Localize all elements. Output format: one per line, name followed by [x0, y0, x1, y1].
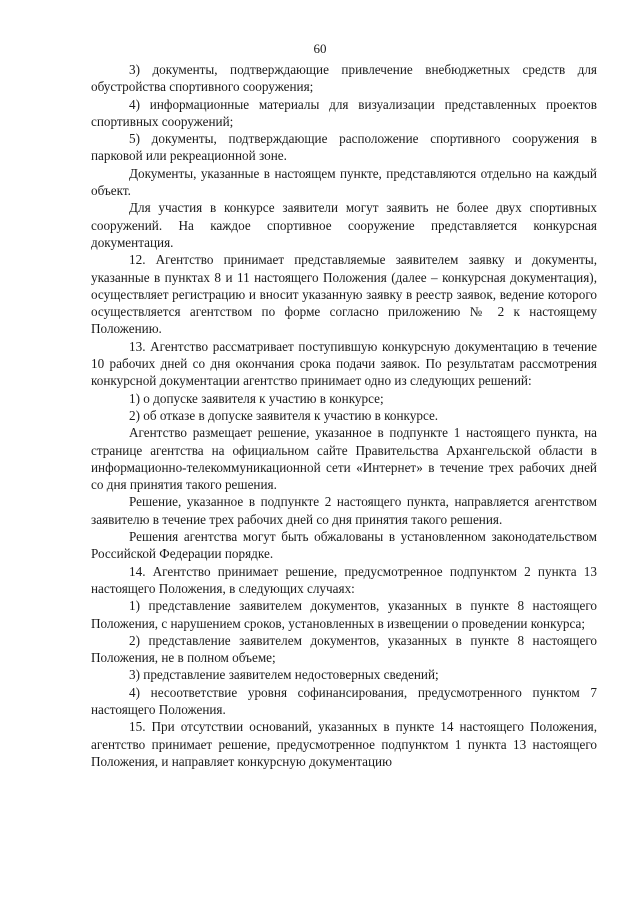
paragraph-item-5: 5) документы, подтверждающие расположение спортивного сооружения в парковой или рекреационной зоне.: [91, 131, 597, 164]
paragraph-participation-limit: Для участия в конкурсе заявители могут заявить не более двух спортивных сооружений. На каждое спортивное сооружение представляется конкурсная документация.: [91, 200, 597, 250]
paragraph-decision-refuse: 2) об отказе в допуске заявителя к участию в конкурсе.: [129, 407, 439, 423]
paragraph-clause-14: 14. Агентство принимает решение, предусмотренное подпунктом 2 пункта 13 настоящего Положения, в следующих случаях:: [91, 563, 597, 596]
document-body: [91, 61, 597, 770]
paragraph-clause-12: 12. Агентство принимает представляемые заявителем заявку и документы, указанные в пунктах 8 и 11 настоящего Положения (далее – конкурсная документация), осуществляет регистрацию и вносит указанную заявку в реестр заявок, ведение которого осуществляется агентством по форме согласно приложению № 2 к настоящему Положению.: [91, 252, 597, 337]
paragraph-decision-admit: 1) о допуске заявителя к участию в конкурсе;: [129, 390, 384, 406]
paragraph-clause-13: 13. Агентство рассматривает поступившую конкурсную документацию в течение 10 рабочих дней со дня окончания срока подачи заявок. По результатам рассмотрения конкурсной документации агентство принимает одно из следующих решений:: [91, 338, 597, 389]
paragraph-item-3: 3) документы, подтверждающие привлечение внебюджетных средств для обустройства спортивного сооружения;: [91, 62, 597, 95]
paragraph-publication: Агентство размещает решение, указанное в подпункте 1 настоящего пункта, на странице агентства на официальном сайте Правительства Архангельской области в информационно-телекоммуникационной сети «Интернет» в течение трех рабочих дней со дня принятия такого решения.: [91, 425, 597, 493]
paragraph-appeal: Решения агентства могут быть обжалованы в установленном законодательством Российской Федерации порядке.: [91, 529, 597, 562]
paragraph-refusal-reason-4: 4) несоответствие уровня софинансирования, предусмотренного пунктом 7 настоящего Положения.: [91, 684, 597, 717]
paragraph-refusal-reason-1: 1) представление заявителем документов, указанных в пункте 8 настоящего Положения, с нарушением сроков, установленных в извещении о проведении конкурса;: [91, 598, 597, 631]
paragraph-refusal-notice: Решение, указанное в подпункте 2 настоящего пункта, направляется агентством заявителю в течение трех рабочих дней со дня принятия такого решения.: [91, 494, 597, 527]
paragraph-clause-15: 15. При отсутствии оснований, указанных в пункте 14 настоящего Положения, агентство принимает решение, предусмотренное подпунктом 1 пункта 13 настоящего Положения, и направляет конкурсную документацию: [91, 719, 597, 769]
paragraph-documents-per-object: Документы, указанные в настоящем пункте, представляются отдельно на каждый объект.: [91, 165, 597, 199]
paragraph-refusal-reason-2: 2) представление заявителем документов, указанных в пункте 8 настоящего Положения, не в полном объеме;: [91, 632, 597, 666]
paragraph-item-4: 4) информационные материалы для визуализации представленных проектов спортивных сооружений;: [91, 96, 597, 129]
page-number: 60: [313, 41, 327, 56]
paragraph-refusal-reason-3: 3) представление заявителем недостоверных сведений;: [129, 667, 439, 683]
